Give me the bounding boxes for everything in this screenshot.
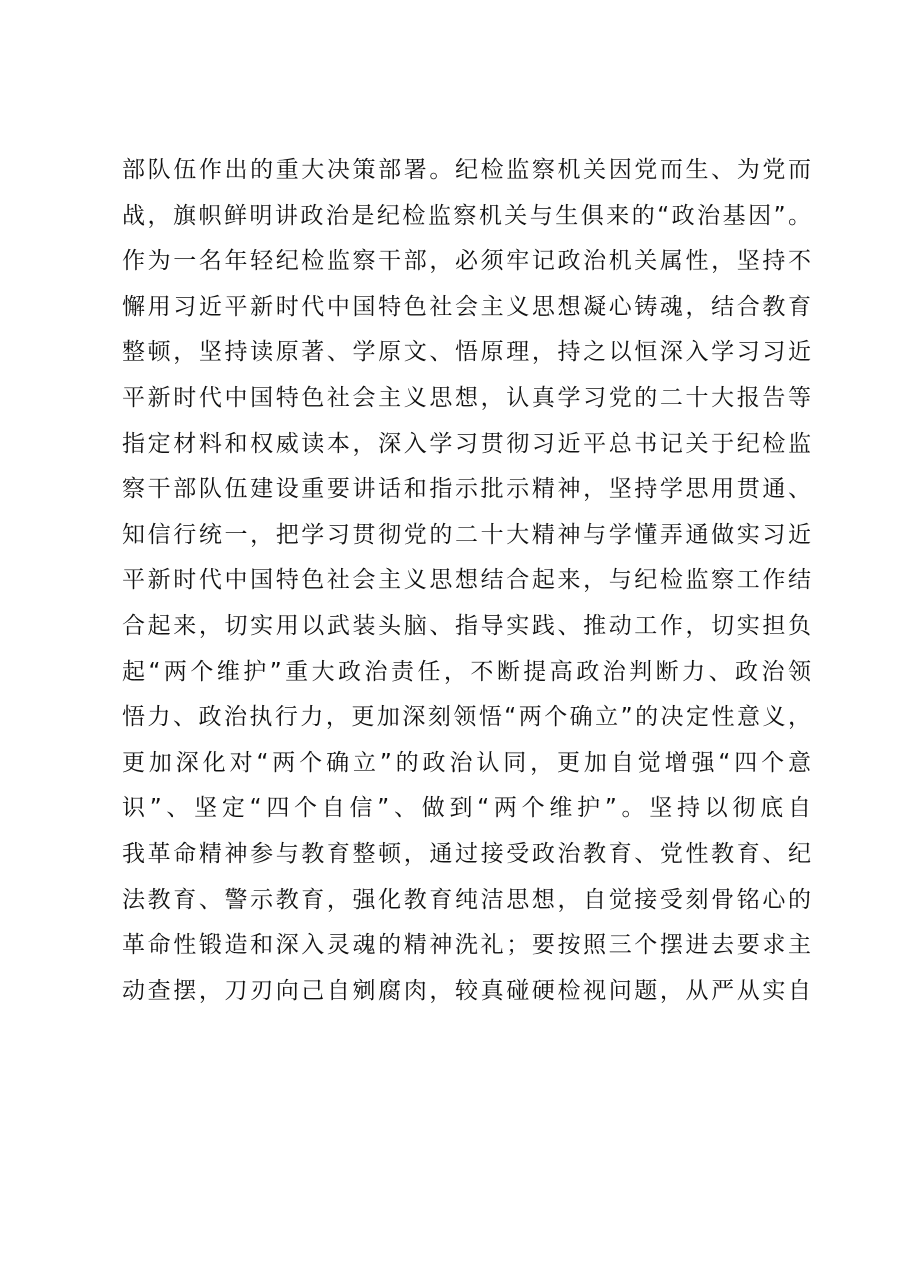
text-line-2: 战，旗帜鲜明讲政治是纪检监察机关与生俱来的“政治基因”。	[122, 202, 812, 229]
text-line-10: 平新时代中国特色社会主义思想结合起来，与纪检监察工作结	[122, 567, 812, 594]
text-line-6: 平新时代中国特色社会主义思想，认真学习党的二十大报告等	[122, 384, 812, 411]
text-line-11: 合起来，切实用以武装头脑、指导实践、推动工作，切实担负	[122, 612, 812, 639]
text-line-12: 起“两个维护”重大政治责任，不断提高政治判断力、政治领	[122, 658, 812, 685]
text-line-5: 整顿，坚持读原著、学原文、悟原理，持之以恒深入学习习近	[122, 339, 812, 366]
text-line-15: 识”、坚定“四个自信”、做到“两个维护”。坚持以彻底自	[122, 795, 812, 822]
body-paragraph	[122, 148, 812, 1014]
text-line-7: 指定材料和权威读本，深入学习贯彻习近平总书记关于纪检监	[122, 430, 812, 457]
text-line-16: 我革命精神参与教育整顿，通过接受政治教育、党性教育、纪	[122, 840, 812, 867]
text-line-13: 悟力、政治执行力，更加深刻领悟“两个确立”的决定性意义，	[122, 704, 812, 731]
text-line-17: 法教育、警示教育，强化教育纯洁思想，自觉接受刻骨铭心的	[122, 886, 812, 913]
text-line-19: 动查摆，刀刃向己自剜腐肉，较真碰硬检视问题，从严从实自	[122, 977, 812, 1004]
text-line-4: 懈用习近平新时代中国特色社会主义思想凝心铸魂，结合教育	[122, 293, 812, 320]
text-line-8: 察干部队伍建设重要讲话和指示批示精神，坚持学思用贯通、	[122, 476, 812, 503]
text-line-3: 作为一名年轻纪检监察干部，必须牢记政治机关属性，坚持不	[122, 248, 812, 275]
text-line-1: 部队伍作出的重大决策部署。纪检监察机关因党而生、为党而	[122, 157, 812, 183]
text-line-9: 知信行统一，把学习贯彻党的二十大精神与学懂弄通做实习近	[122, 521, 812, 548]
text-line-18: 革命性锻造和深入灵魂的精神洗礼；要按照三个摆进去要求主	[122, 932, 812, 959]
text-line-14: 更加深化对“两个确立”的政治认同，更加自觉增强“四个意	[122, 749, 812, 776]
